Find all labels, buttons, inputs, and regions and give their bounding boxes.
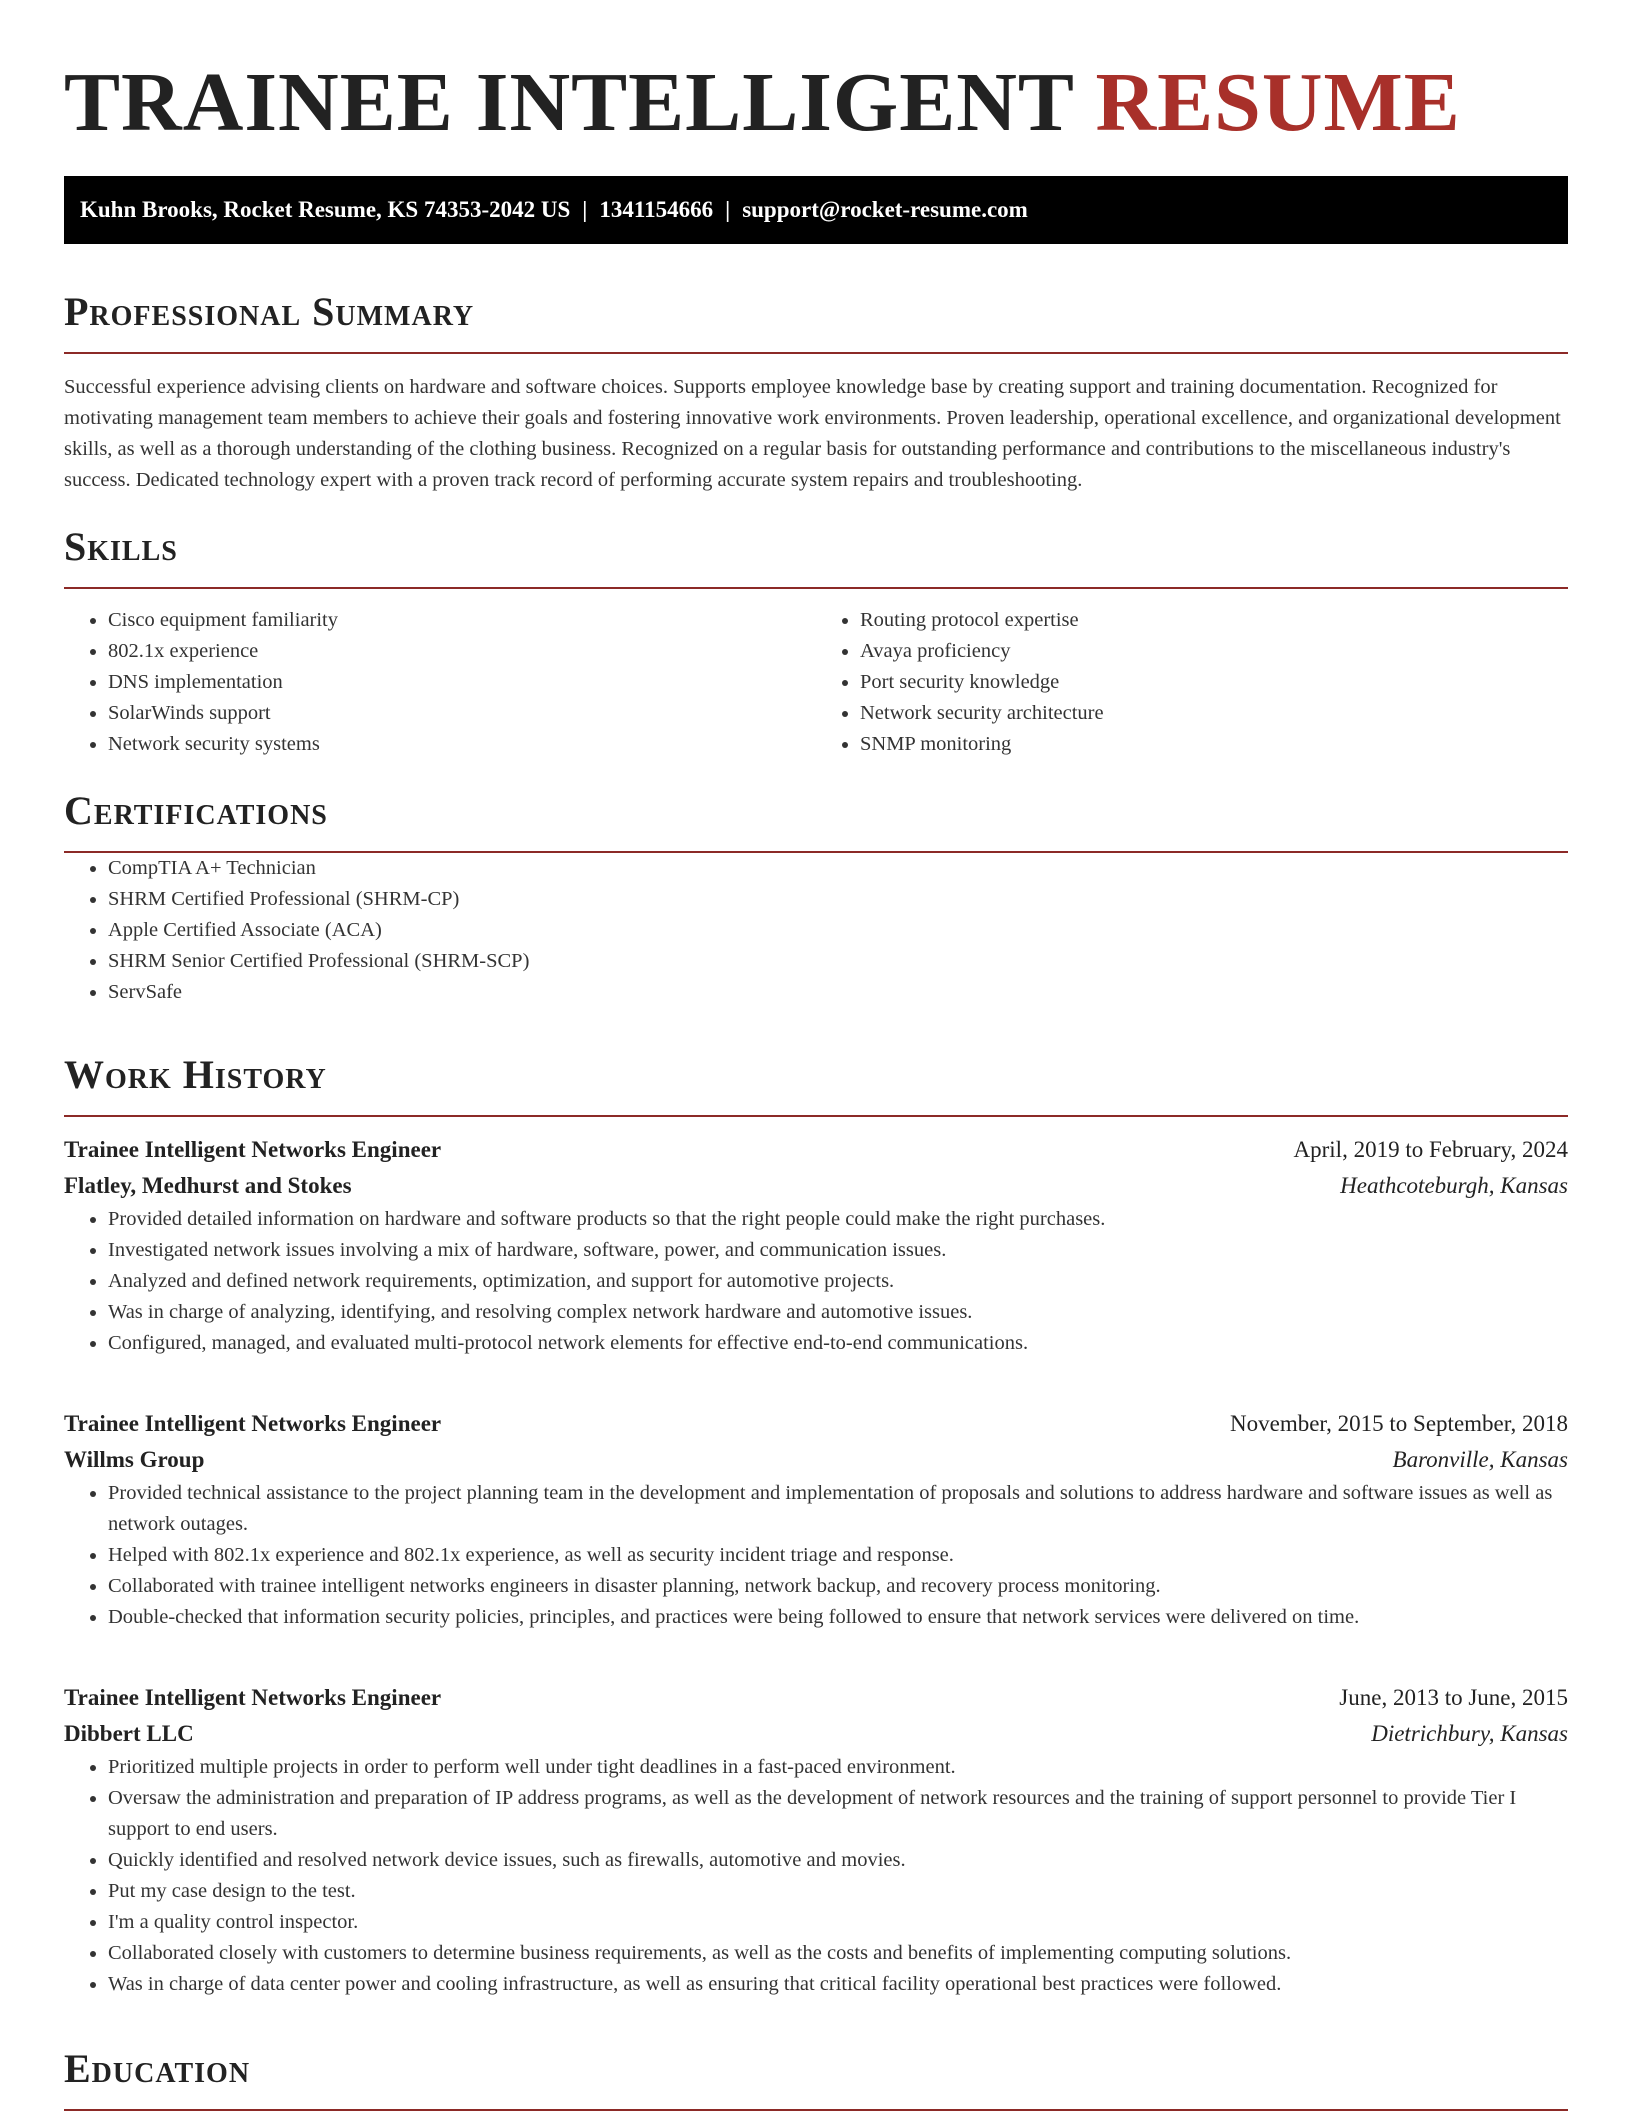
- job-bullet: • Oversaw the administration and preparation of IP address programs, as well as the development of network resources and the training of support personnel to provide Tier I support to end users.: [108, 1783, 1568, 1845]
- job-entry: [64, 1132, 1568, 1359]
- certification-item: • CompTIA A+ Technician: [108, 853, 1568, 884]
- job-dates: June, 2013 to June, 2015: [1339, 1685, 1568, 1710]
- job-bullet: • Helped with 802.1x experience and 802.1x experience, as well as security incident triage and response.: [108, 1540, 1568, 1571]
- job-bullet-list: [64, 1478, 1568, 1633]
- section-divider: [64, 1115, 1568, 1117]
- contact-address: Kuhn Brooks, Rocket Resume, KS 74353-2042 US: [80, 197, 571, 222]
- contact-separator: |: [725, 197, 731, 222]
- skill-item: • Routing protocol expertise: [860, 605, 1568, 636]
- skills-list-left: [64, 605, 816, 760]
- job-bullet: • Prioritized multiple projects in order to perform well under tight deadlines in a fast-paced environment.: [108, 1752, 1568, 1783]
- job-bullet: • Analyzed and defined network requirements, optimization, and support for automotive projects.: [108, 1266, 1568, 1297]
- job-title: Trainee Intelligent Networks Engineer: [64, 1137, 442, 1162]
- skill-item: • Port security knowledge: [860, 667, 1568, 698]
- section-heading-certifications: Certifications: [64, 788, 328, 833]
- summary-text: Successful experience advising clients on hardware and software choices. Supports employee knowledge base by creating support and training documentation. Recognized for motivating management team members to achieve their goals and fostering innovative work environments. Proven leadership, operational excellence, and organizational development skills, as well as a thorough understanding of the clothing business. Recognized on a regular basis for outstanding performance and contributions to the miscellaneous industry's success. Dedicated technology expert with a proven track record of performing accurate system repairs and troubleshooting.: [64, 376, 1561, 491]
- job-bullet: • Double-checked that information security policies, principles, and practices were being followed to ensure that network services were delivered on time.: [108, 1602, 1568, 1633]
- skill-item: • 802.1x experience: [108, 636, 816, 667]
- job-company-row: [64, 1716, 1568, 1752]
- job-bullet-list: [64, 1204, 1568, 1359]
- job-company: Flatley, Medhurst and Stokes: [64, 1173, 352, 1198]
- skill-item: • Network security architecture: [860, 698, 1568, 729]
- job-header-row: [64, 1680, 1568, 1716]
- skill-item: • Cisco equipment familiarity: [108, 605, 816, 636]
- contact-bar: [64, 176, 1568, 244]
- skill-item: • Avaya proficiency: [860, 636, 1568, 667]
- job-bullet: • I'm a quality control inspector.: [108, 1907, 1568, 1938]
- job-bullet-list: [64, 1752, 1568, 2000]
- job-header-row: [64, 1406, 1568, 1442]
- certification-item: • ServSafe: [108, 977, 1568, 1008]
- job-bullet: • Provided technical assistance to the project planning team in the development and implementation of proposals and solutions to address hardware and software issues as well as network outages.: [108, 1478, 1568, 1540]
- job-bullet: • Was in charge of data center power and cooling infrastructure, as well as ensuring that critical facility operational best practices were followed.: [108, 1969, 1568, 2000]
- professional-summary-section: [64, 288, 1568, 496]
- job-bullet: • Configured, managed, and evaluated multi-protocol network elements for effective end-to-end communications.: [108, 1328, 1568, 1359]
- job-company-row: [64, 1168, 1568, 1204]
- skill-item: • DNS implementation: [108, 667, 816, 698]
- job-location: Dietrichbury, Kansas: [1371, 1721, 1568, 1746]
- certification-item: • SHRM Certified Professional (SHRM-CP): [108, 884, 1568, 915]
- certifications-section: [64, 787, 1568, 1008]
- job-dates: November, 2015 to September, 2018: [1230, 1411, 1568, 1436]
- section-heading-skills: Skills: [64, 524, 178, 569]
- work-history-section: [64, 1051, 1568, 1995]
- skill-item: • SNMP monitoring: [860, 729, 1568, 760]
- job-bullet: • Quickly identified and resolved network device issues, such as firewalls, automotive and movies.: [108, 1845, 1568, 1876]
- job-company: Willms Group: [64, 1447, 205, 1472]
- certification-item: • SHRM Senior Certified Professional (SHRM-SCP): [108, 946, 1568, 977]
- section-heading-summary: Professional Summary: [64, 289, 475, 334]
- contact-separator: |: [582, 197, 588, 222]
- job-company: Dibbert LLC: [64, 1721, 194, 1746]
- job-bullet: • Put my case design to the test.: [108, 1876, 1568, 1907]
- job-bullet: • Was in charge of analyzing, identifying, and resolving complex network hardware and automotive issues.: [108, 1297, 1568, 1328]
- title-main: TRAINEE INTELLIGENT: [64, 56, 1074, 149]
- title-accent: RESUME: [1095, 56, 1461, 149]
- section-divider: [64, 352, 1568, 354]
- skill-item: • Network security systems: [108, 729, 816, 760]
- education-section: [64, 2045, 1568, 2111]
- job-company-row: [64, 1442, 1568, 1478]
- job-entry: [64, 1680, 1568, 2000]
- skills-list-right: [816, 605, 1568, 760]
- job-location: Heathcoteburgh, Kansas: [1340, 1173, 1568, 1198]
- job-dates: April, 2019 to February, 2024: [1293, 1137, 1568, 1162]
- job-header-row: [64, 1132, 1568, 1168]
- job-entry: [64, 1406, 1568, 1633]
- job-bullet: • Collaborated closely with customers to determine business requirements, as well as the costs and benefits of implementing computing solutions.: [108, 1938, 1568, 1969]
- section-divider: [64, 587, 1568, 589]
- contact-email[interactable]: support@rocket-resume.com: [742, 197, 1028, 222]
- section-heading-education: Education: [64, 2046, 251, 2091]
- job-bullet: • Collaborated with trainee intelligent networks engineers in disaster planning, network backup, and recovery process monitoring.: [108, 1571, 1568, 1602]
- contact-phone[interactable]: 1341154666: [599, 197, 714, 222]
- resume-title: [64, 0, 1568, 148]
- section-heading-work-history: Work History: [64, 1052, 327, 1097]
- certification-item: • Apple Certified Associate (ACA): [108, 915, 1568, 946]
- job-bullet: • Investigated network issues involving a mix of hardware, software, power, and communication issues.: [108, 1235, 1568, 1266]
- section-divider: [64, 2109, 1568, 2111]
- job-title: Trainee Intelligent Networks Engineer: [64, 1411, 442, 1436]
- skills-section: [64, 523, 1568, 760]
- job-title: Trainee Intelligent Networks Engineer: [64, 1685, 442, 1710]
- job-location: Baronville, Kansas: [1392, 1447, 1568, 1472]
- certifications-list: [64, 853, 1568, 1008]
- skills-columns: [64, 605, 1568, 760]
- skill-item: • SolarWinds support: [108, 698, 816, 729]
- job-bullet: • Provided detailed information on hardware and software products so that the right people could make the right purchases.: [108, 1204, 1568, 1235]
